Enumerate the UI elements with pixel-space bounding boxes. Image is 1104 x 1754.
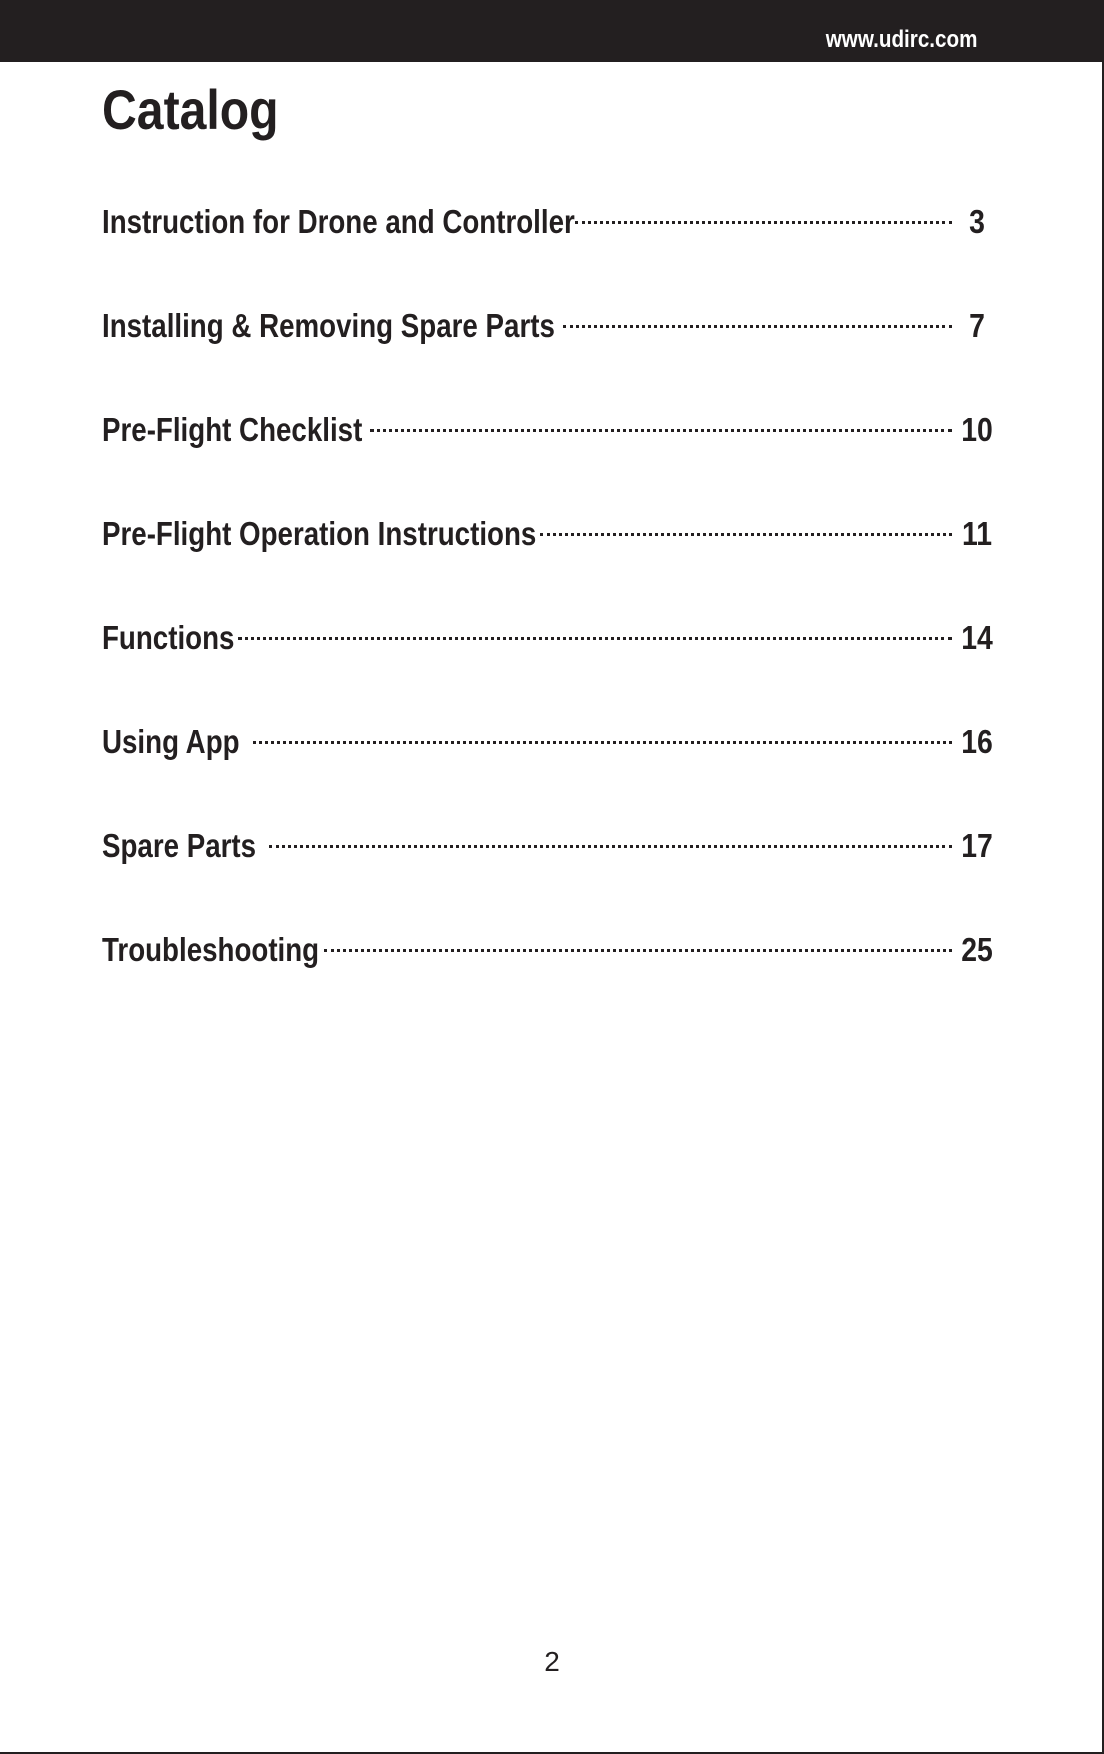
website-url[interactable]: www.udirc.com xyxy=(825,26,977,53)
header-bar xyxy=(0,0,1104,62)
toc-entry-label: Installing & Removing Spare Parts xyxy=(102,307,555,344)
toc-entry-using-app[interactable] xyxy=(102,718,997,822)
table-of-contents xyxy=(102,198,997,1030)
toc-entry-installing-removing[interactable] xyxy=(102,302,997,406)
dot-leader xyxy=(238,637,952,640)
toc-entry-label: Spare Parts xyxy=(102,827,257,864)
toc-entry-page: 3 xyxy=(969,203,985,240)
dot-leader xyxy=(563,325,952,328)
dot-leader xyxy=(324,949,952,952)
toc-entry-troubleshooting[interactable] xyxy=(102,926,997,1030)
toc-entry-label: Pre-Flight Operation Instructions xyxy=(102,515,537,552)
toc-entry-page: 14 xyxy=(961,619,993,656)
toc-entry-label: Functions xyxy=(102,619,235,656)
page-title: Catalog xyxy=(102,78,279,141)
toc-entry-label: Using App xyxy=(102,723,240,760)
dot-leader xyxy=(540,533,952,536)
toc-entry-preflight-operation[interactable] xyxy=(102,510,997,614)
dot-leader xyxy=(269,845,952,848)
toc-entry-page: 16 xyxy=(961,723,993,760)
dot-leader xyxy=(253,741,952,744)
toc-entry-label: Pre-Flight Checklist xyxy=(102,411,363,448)
toc-entry-page: 17 xyxy=(961,827,993,864)
toc-entry-drone-controller[interactable] xyxy=(102,198,997,302)
dot-leader xyxy=(370,429,952,432)
toc-entry-page: 7 xyxy=(969,307,985,344)
dot-leader xyxy=(575,221,952,224)
toc-entry-page: 11 xyxy=(961,515,992,552)
toc-entry-preflight-checklist[interactable] xyxy=(102,406,997,510)
toc-entry-page: 10 xyxy=(961,411,993,448)
toc-entry-functions[interactable] xyxy=(102,614,997,718)
toc-entry-label: Instruction for Drone and Controller xyxy=(102,203,575,240)
toc-entry-label: Troubleshooting xyxy=(102,931,320,968)
page-number: 2 xyxy=(544,1646,560,1677)
toc-entry-page: 25 xyxy=(961,931,993,968)
toc-entry-spare-parts[interactable] xyxy=(102,822,997,926)
